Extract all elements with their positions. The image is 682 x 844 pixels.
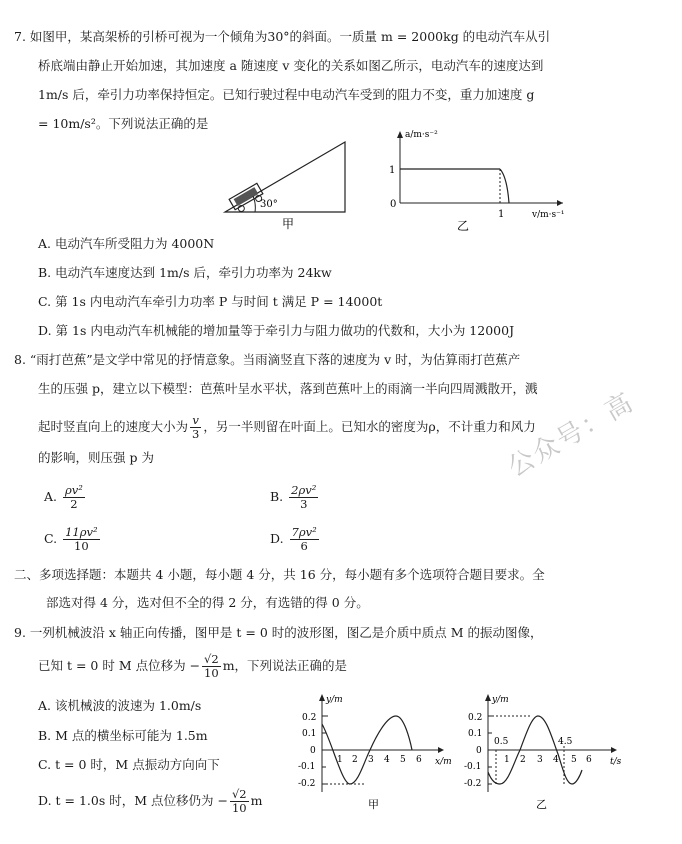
q7-figure-incline xyxy=(220,130,355,230)
q7-line-1: 7. 如图甲，某高架桥的引桥可视为一个倾角为30°的斜面。一质量 m = 2000kg 的电动汽车从引 xyxy=(14,29,551,44)
q8-option-a-denominator: 2 xyxy=(70,497,78,511)
q9-yi-xtick-3: 3 xyxy=(537,755,543,765)
fig7-yi-caption: 乙 xyxy=(457,219,470,233)
q8-line-1: 8. “雨打芭蕉”是文学中常见的抒情意象。当雨滴竖直下落的速度为 v 时，为估算雨打芭蕉产 xyxy=(14,352,521,367)
q9-displacement-numerator: √2 xyxy=(204,652,219,666)
section2-line-1: 二、多项选择题：本题共 4 小题，每小题 4 分，共 16 分，每小题有多个选项符合题目要求。全 xyxy=(14,567,545,582)
q8-speed-numerator: v xyxy=(190,414,201,428)
q7-option-b: B. 电动汽车速度达到 1m/s 后，牵引力功率为 24kw xyxy=(38,265,332,280)
q9-jia-ytick-4: -0.2 xyxy=(298,779,316,789)
incline-angle-label: 30° xyxy=(260,199,278,210)
q9-yi-xtick-2: 2 xyxy=(520,755,526,765)
q9-yi-ytick-3: -0.1 xyxy=(464,762,482,772)
q9-displacement-fraction xyxy=(202,653,221,680)
q9-figure-waveform xyxy=(292,692,457,817)
q7-line-3: 1m/s 后，牵引力功率保持恒定。已知行驶过程中电动汽车受到的阻力不变，重力加速度 g xyxy=(38,87,535,102)
q9-jia-xtick-3: 3 xyxy=(368,755,374,765)
q9-yi-ytick-4: -0.2 xyxy=(464,779,482,789)
q8-option-a xyxy=(44,482,87,512)
q7-option-a: A. 电动汽车所受阻力为 4000N xyxy=(38,236,215,251)
q9-line-2-end: m，下列说法正确的是 xyxy=(222,658,348,673)
q8-line-4: 的影响，则压强 p 为 xyxy=(38,450,154,465)
q9-jia-ytick-2: 0 xyxy=(310,746,316,756)
q9-option-d xyxy=(38,785,262,817)
q8-speed-fraction xyxy=(190,414,201,441)
q9-yi-xtick-1: 1 xyxy=(504,755,510,765)
q9-yi-xtick-6: 6 xyxy=(586,755,592,765)
q9-jia-caption: 甲 xyxy=(368,798,379,811)
q8-option-a-fraction xyxy=(63,484,85,511)
q8-option-d-numerator: 7ρv² xyxy=(291,525,317,539)
q9-yi-xtick-4: 4 xyxy=(553,755,559,765)
q7-line-2: 桥底端由静止开始加速，其加速度 a 随速度 v 变化的关系如图乙所示，电动汽车的速度达到 xyxy=(38,58,544,73)
section2-line-2: 部选对得 4 分，选对但不全的得 2 分，有选错的得 0 分。 xyxy=(46,595,369,610)
q9-jia-ytick-1: 0.1 xyxy=(302,729,317,739)
q8-option-c-denominator: 10 xyxy=(74,539,89,553)
q8-option-d-label: D. xyxy=(270,531,284,546)
q9-jia-xtick-4: 4 xyxy=(384,755,390,765)
fig7-y-tick-1: 1 xyxy=(389,165,396,176)
fig7-y-axis-label: a/m·s⁻² xyxy=(405,130,438,140)
fig7-origin: 0 xyxy=(390,199,397,210)
q9-line-2 xyxy=(38,650,347,682)
q9-option-d-denominator: 10 xyxy=(231,801,247,815)
q9-figure-vibration xyxy=(460,692,630,817)
q9-jia-y-label: y/m xyxy=(326,695,343,705)
q9-jia-ytick-3: -0.1 xyxy=(298,762,316,772)
q8-option-b xyxy=(270,482,320,512)
q9-jia-xtick-5: 5 xyxy=(400,755,406,765)
q9-option-b: B. M 点的横坐标可能为 1.5m xyxy=(38,728,208,743)
q9-jia-xtick-6: 6 xyxy=(416,755,422,765)
q9-yi-xtick-5: 5 xyxy=(571,755,577,765)
q8-option-a-label: A. xyxy=(44,489,58,504)
q9-yi-ytick-2: 0 xyxy=(476,746,482,756)
q8-option-c-label: C. xyxy=(44,531,58,546)
q8-option-d-denominator: 6 xyxy=(300,539,308,553)
q9-jia-ytick-0: 0.2 xyxy=(302,713,317,723)
q8-option-a-numerator: ρv² xyxy=(65,483,83,497)
q9-yi-x-label: t/s xyxy=(610,757,622,767)
q8-line-3-start: 起时竖直向上的速度大小为 xyxy=(38,419,189,434)
q8-option-d xyxy=(270,524,321,554)
q8-option-c-numerator: 11ρv² xyxy=(65,525,98,539)
q7-option-c: C. 第 1s 内电动汽车牵引力功率 P 与时间 t 满足 P = 14000t xyxy=(38,294,383,309)
q9-option-d-start: D. t = 1.0s 时，M 点位移仍为 − xyxy=(38,793,228,808)
fig7-x-axis-label: v/m·s⁻¹ xyxy=(532,210,565,220)
q8-speed-denominator: 3 xyxy=(192,427,200,441)
q9-yi-ytick-1: 0.1 xyxy=(468,729,483,739)
q9-jia-xtick-2: 2 xyxy=(352,755,358,765)
q8-line-3-end: ，另一半则留在叶面上。已知水的密度为ρ，不计重力和风力 xyxy=(203,419,536,434)
q9-option-d-end: m xyxy=(250,793,263,808)
watermark: 公众号：高 xyxy=(503,387,640,484)
q9-yi-ytick-0: 0.2 xyxy=(468,713,483,723)
q8-line-2: 生的压强 p，建立以下模型：芭蕉叶呈水平状，落到芭蕉叶上的雨滴一半向四周溅散开，溅 xyxy=(38,381,538,396)
q8-option-c xyxy=(44,524,102,554)
q7-figure-a-v-graph xyxy=(385,125,570,235)
fig7-jia-caption: 甲 xyxy=(282,217,295,230)
q8-option-b-label: B. xyxy=(270,489,284,504)
q9-yi-caption: 乙 xyxy=(536,798,547,811)
q9-option-d-numerator: √2 xyxy=(231,787,247,801)
fig7-x-tick-1: 1 xyxy=(498,209,505,220)
q9-option-c: C. t = 0 时，M 点振动方向向下 xyxy=(38,757,220,772)
q9-line-1: 9. 一列机械波沿 x 轴正向传播，图甲是 t = 0 时的波形图，图乙是介质中质点 M 的振动图像， xyxy=(14,625,543,640)
q9-displacement-denominator: 10 xyxy=(204,666,219,680)
q8-option-b-fraction xyxy=(289,484,318,511)
q9-line-2-start: 已知 t = 0 时 M 点位移为 − xyxy=(38,658,201,673)
q9-yi-mark-0-5: 0.5 xyxy=(494,737,509,747)
q9-jia-x-label: x/m xyxy=(435,757,452,767)
q9-yi-y-label: y/m xyxy=(492,695,509,705)
q9-option-d-fraction xyxy=(230,788,249,815)
q8-line-3 xyxy=(38,412,536,442)
q9-yi-mark-4-5: 4.5 xyxy=(558,737,573,747)
q8-option-b-numerator: 2ρv² xyxy=(291,483,317,497)
q9-option-a: A. 该机械波的波速为 1.0m/s xyxy=(38,698,202,713)
q8-option-c-fraction xyxy=(63,526,100,553)
q7-line-4: = 10m/s²。下列说法正确的是 xyxy=(38,116,209,131)
q7-option-d: D. 第 1s 内电动汽车机械能的增加量等于牵引力与阻力做功的代数和，大小为 12000J xyxy=(38,323,515,338)
q8-option-b-denominator: 3 xyxy=(300,497,308,511)
q8-option-d-fraction xyxy=(290,526,319,553)
q9-jia-xtick-1: 1 xyxy=(337,755,343,765)
